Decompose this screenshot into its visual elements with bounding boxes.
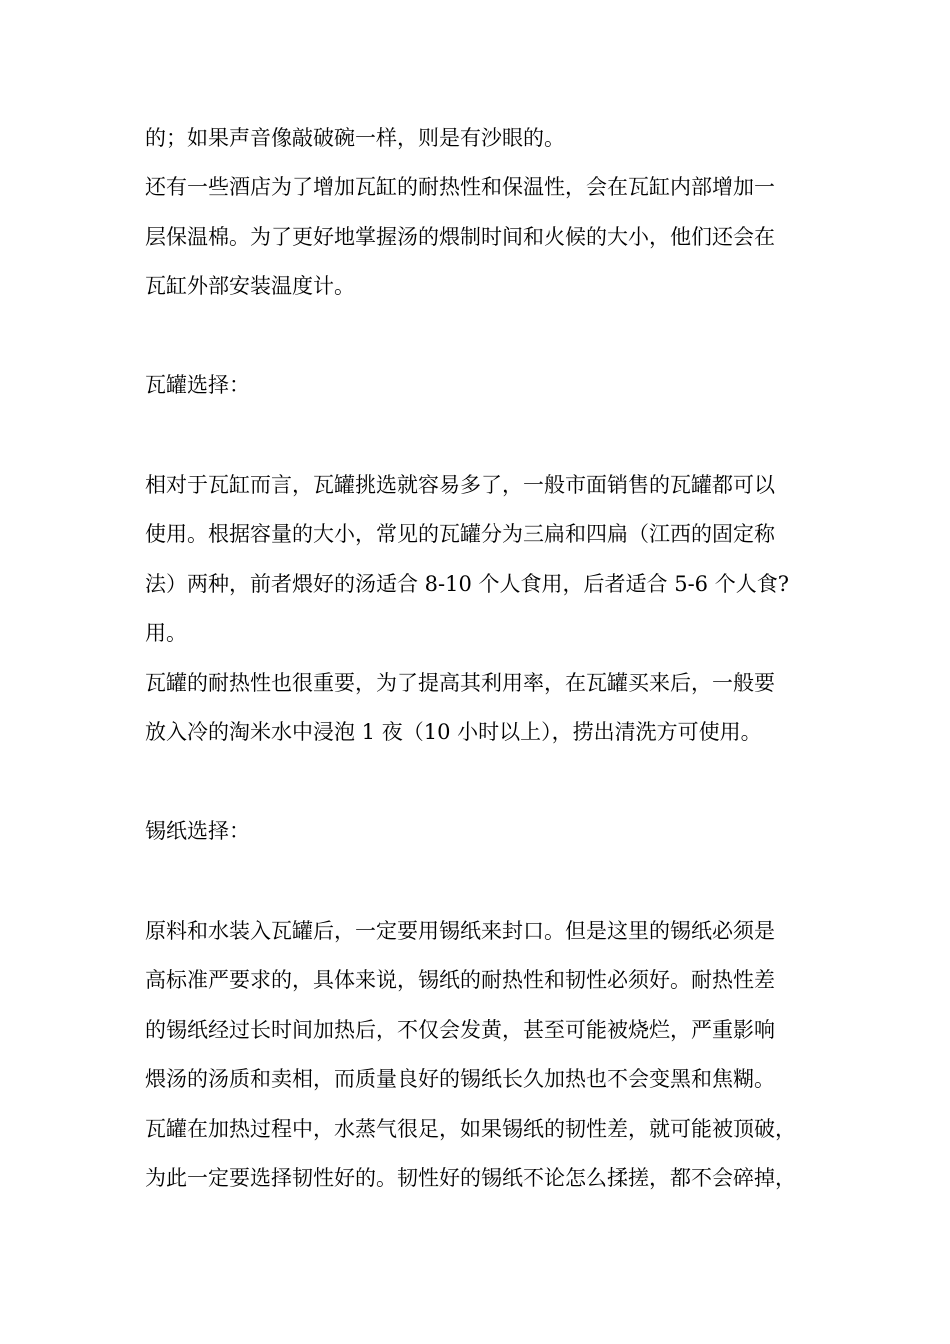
text-line: 为此一定要选择韧性好的。韧性好的锡纸不论怎么揉搓，都不会碎掉， [145,1166,796,1190]
text-line: 相对于瓦缸而言，瓦罐挑选就容易多了，一般市面销售的瓦罐都可以 [145,473,775,497]
text-line: 瓦罐的耐热性也很重要，为了提高其利用率，在瓦罐买来后，一般要 [145,671,775,695]
text-line: 还有一些酒店为了增加瓦缸的耐热性和保温性，会在瓦缸内部增加一 [145,175,775,199]
text-line: 法）两种，前者煨好的汤适合 8-10 个人食用，后者适合 5-6 个人食? [145,572,789,596]
text-line: 瓦罐在加热过程中，水蒸气很足，如果锡纸的韧性差，就可能被顶破， [145,1117,796,1141]
text-line: 的；如果声音像敲破碗一样，则是有沙眼的。 [145,126,565,150]
text-line: 放入冷的淘米水中浸泡 1 夜（10 小时以上），捞出清洗方可使用。 [145,720,762,744]
text-line: 的锡纸经过长时间加热后，不仅会发黄，甚至可能被烧烂，严重影响 [145,1018,775,1042]
text-line: 瓦缸外部安装温度计。 [145,274,355,298]
section-heading-foil-selection: 锡纸选择： [145,819,250,843]
section-heading-pot-selection: 瓦罐选择： [145,373,250,397]
text-line: 煨汤的汤质和卖相，而质量良好的锡纸长久加热也不会变黑和焦糊。 [145,1067,775,1091]
text-line: 高标准严要求的，具体来说，锡纸的耐热性和韧性必须好。耐热性差 [145,968,775,992]
text-line: 使用。根据容量的大小，常见的瓦罐分为三扁和四扁（江西的固定称 [145,522,775,546]
text-line: 用。 [145,621,187,645]
text-line: 原料和水装入瓦罐后，一定要用锡纸来封口。但是这里的锡纸必须是 [145,919,775,943]
text-line: 层保温棉。为了更好地掌握汤的煨制时间和火候的大小，他们还会在 [145,225,775,249]
